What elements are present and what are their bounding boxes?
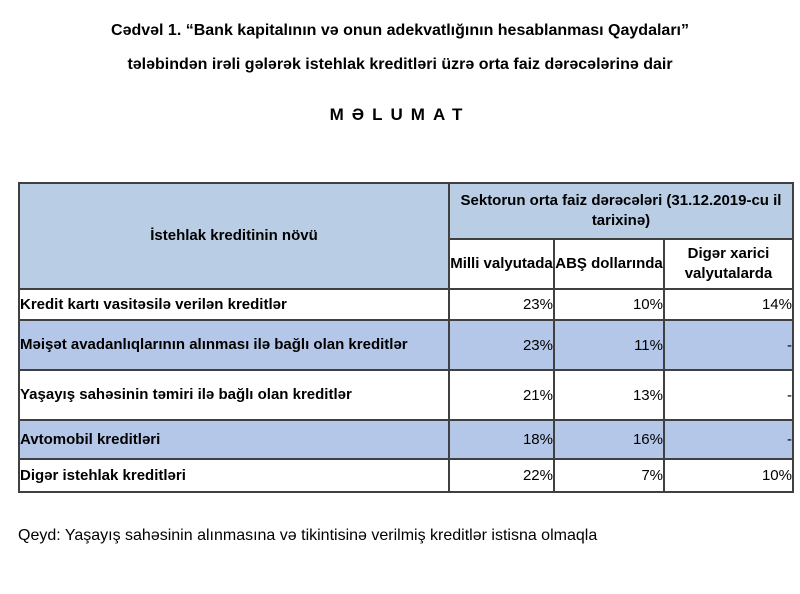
credit-type-cell: Avtomobil kreditləri [19,420,449,459]
credit-type-cell: Digər istehlak kreditləri [19,459,449,492]
column-header-other-currency: Digər xarici valyutalarda [664,239,793,289]
usd-value-cell: 11% [554,320,664,370]
column-header-sector-rates: Sektorun orta faiz dərəcələri (31.12.2019-cu il tarixinə) [449,183,793,239]
melumat-heading: MƏLUMAT [329,105,471,124]
column-header-national-currency: Milli valyutada [449,239,554,289]
other-value-cell: 14% [664,289,793,320]
table-row-credit-cards [19,289,793,320]
table-row-auto-loans [19,420,793,459]
other-value-cell: - [664,370,793,420]
milli-value-cell: 23% [449,289,554,320]
document-title [0,14,800,82]
table-row-household-appliances [19,320,793,370]
interest-rates-table [18,182,794,493]
document-page [0,14,800,545]
credit-type-cell: Kredit kartı vasitəsilə verilən kreditlər [19,289,449,320]
usd-value-cell: 10% [554,289,664,320]
title-line-2: tələbindən irəli gələrək istehlak kreditləri üzrə orta faiz dərəcələrinə dair [127,56,673,73]
usd-value-cell: 16% [554,420,664,459]
credit-type-cell: Məişət avadanlıqlarının alınması ilə bağlı olan kreditlər [19,320,449,370]
other-value-cell: - [664,320,793,370]
table-row-other-consumer [19,459,793,492]
other-value-cell: - [664,420,793,459]
column-header-usd: ABŞ dollarında [554,239,664,289]
table-header-row-top [19,183,793,239]
credit-type-cell: Yaşayış sahəsinin təmiri ilə bağlı olan kreditlər [19,370,449,420]
usd-value-cell: 13% [554,370,664,420]
column-header-credit-type: İstehlak kreditinin növü [19,183,449,289]
title-line-1: Cədvəl 1. “Bank kapitalının və onun adekvatlığının hesablanması Qaydaları” [111,22,689,39]
milli-value-cell: 22% [449,459,554,492]
milli-value-cell: 21% [449,370,554,420]
usd-value-cell: 7% [554,459,664,492]
table-row-home-repair [19,370,793,420]
milli-value-cell: 18% [449,420,554,459]
footnote: Qeyd: Yaşayış sahəsinin alınmasına və tikintisinə verilmiş kreditlər istisna olmaqla [18,527,598,544]
milli-value-cell: 23% [449,320,554,370]
other-value-cell: 10% [664,459,793,492]
